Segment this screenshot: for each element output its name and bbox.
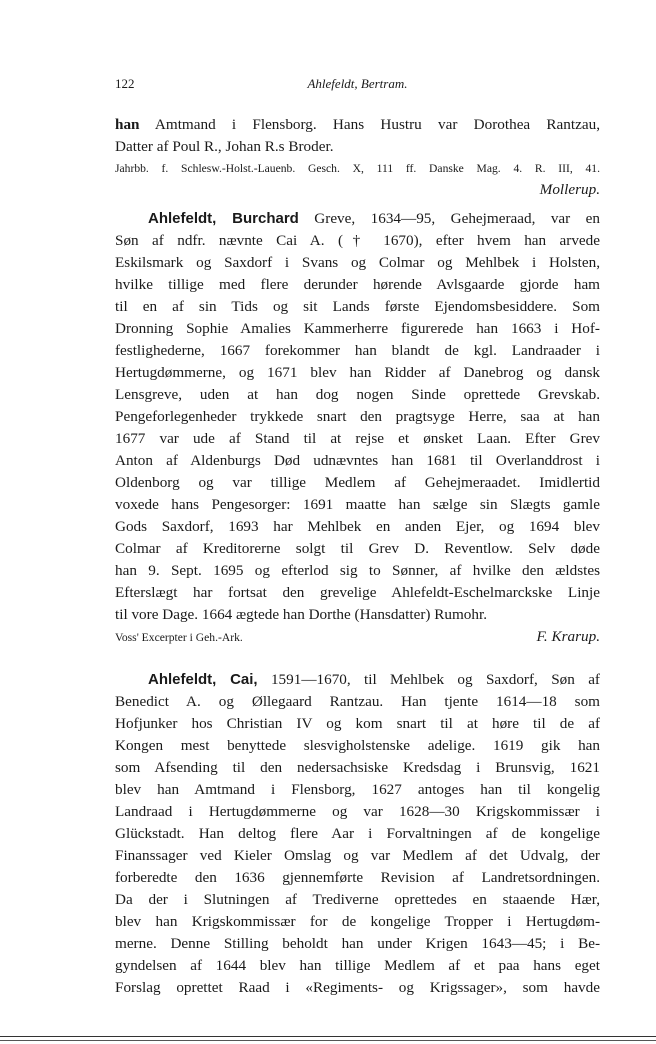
text-line: Lensgreve, uden at han dog nogen Sinde oprettede Grevskab. bbox=[115, 386, 600, 403]
text-line: Anton af Aldenburgs Død udnævntes han 1681 til Overlanddrost i bbox=[115, 452, 600, 469]
source-reference: Voss' Excerpter i Geh.-Ark. bbox=[115, 631, 243, 644]
text-line: til en af sin Tids og sit Lands første Ejendomsbesiddere. Som bbox=[115, 298, 600, 315]
entry-burchard bbox=[115, 208, 600, 647]
text-line: blev han Krigskommissær for de kongelige Tropper i Hertugdøm- bbox=[115, 913, 600, 930]
text-line: Da der i Slutningen af Trediverne oprettedes en staaende Hær, bbox=[115, 891, 600, 908]
source-and-signature bbox=[115, 626, 600, 647]
text-line: Gods Saxdorf, 1693 har Mehlbek en anden Ejer, og 1694 blev bbox=[115, 518, 600, 535]
text-line: Landraad i Hertugdømmerne og var 1628—30 Krigskommissær i bbox=[115, 803, 600, 820]
text-line: Dronning Sophie Amalies Kammerherre figurerede han 1663 i Hof- bbox=[115, 320, 600, 337]
page-body bbox=[115, 114, 600, 999]
text-line: til vore Dage. 1664 ægtede han Dorthe (Hansdatter) Rumohr. bbox=[115, 606, 487, 623]
text-line: Kongen mest benyttede slesvigholstenske adelige. 1619 gik han bbox=[115, 737, 600, 754]
text-line: Datter af Poul R., Johan R.s Broder. bbox=[115, 138, 334, 155]
text-line: Forslag oprettet Raad i «Regiments- og Krigssager», som havde bbox=[115, 979, 600, 996]
author-signature: Mollerup. bbox=[539, 181, 600, 198]
text-line: Pengeforlegenheder trykkede snart den pragtsyge Herre, saa at han bbox=[115, 408, 600, 425]
text-line: Oldenborg og var tillige Medlem af Gehejmeraadet. Imidlertid bbox=[115, 474, 600, 491]
entry-bertram bbox=[115, 114, 600, 201]
text-line: Eskilsmark og Saxdorf i Svans og Colmar og Mehlbek i Holsten, bbox=[115, 254, 600, 271]
entry-headword: Ahlefeldt, Cai, bbox=[148, 671, 258, 688]
text-line: forberedte den 1636 gjennemførte Revision af Landretsordningen. bbox=[115, 869, 600, 886]
text-line: Finanssager ved Kieler Omslag og var Medlem af det Udvalg, der bbox=[115, 847, 600, 864]
text-line: han Amtmand i Flensborg. Hans Hustru var Dorothea Rantzau, bbox=[115, 116, 600, 133]
text-line: Colmar af Kreditorerne solgt til Grev D. Reventlow. Selv døde bbox=[115, 540, 600, 557]
text-line: gyndelsen af 1644 blev han tillige Medlem af et paa hans eget bbox=[115, 957, 600, 974]
text-line: Hofjunker hos Christian IV og kom snart til at høre til de af bbox=[115, 715, 600, 732]
text-line: som Afsending til den nedersachsiske Kredsdag i Brunsvig, 1621 bbox=[115, 759, 600, 776]
text-line: han 9. Sept. 1695 og efterlod sig to Sønner, af hvilke den ældstes bbox=[115, 562, 600, 579]
text-line: voxede hans Pengesorger: 1691 maatte han sælge sin Slægts gamle bbox=[115, 496, 600, 513]
scan-edge-line bbox=[0, 1040, 656, 1041]
source-reference: Jahrbb. f. Schlesw.-Holst.-Lauenb. Gesch. X, 111 ff. Danske Mag. 4. R. III, 41. bbox=[115, 162, 600, 175]
entry-first-line: Ahlefeldt, Burchard Greve, 1634—95, Gehejmeraad, var en bbox=[148, 210, 600, 227]
page-header bbox=[115, 76, 600, 96]
text-line: Efterslægt har fortsat den grevelige Ahlefeldt-Eschelmarckske Linje bbox=[115, 584, 600, 601]
page-number: 122 bbox=[115, 76, 135, 91]
scan-edge-line bbox=[0, 1036, 656, 1037]
running-title: Ahlefeldt, Bertram. bbox=[307, 76, 408, 91]
bold-word: han bbox=[115, 116, 140, 133]
author-signature: F. Krarup. bbox=[536, 628, 600, 645]
entry-cai bbox=[115, 669, 600, 999]
text-line: blev han Amtmand i Flensborg, 1627 antoges han til kongelig bbox=[115, 781, 600, 798]
text-line: festlighederne, 1667 forekommer han blandt de kgl. Landraader i bbox=[115, 342, 600, 359]
text-line: merne. Denne Stilling beholdt han under Krigen 1643—45; i Be- bbox=[115, 935, 600, 952]
text-line: hvilke tillige med flere derunder hørende Avlsgaarde gjorde ham bbox=[115, 276, 600, 293]
text-line: 1677 var ude af Stand til at rejse et ønsket Laan. Efter Grev bbox=[115, 430, 600, 447]
entry-headword: Ahlefeldt, Burchard bbox=[148, 210, 299, 227]
text-line: Hertugdømmerne, og 1671 blev han Ridder af Danebrog og dansk bbox=[115, 364, 600, 381]
text-line: Søn af ndfr. nævnte Cai A. († 1670), efter hvem han arvede bbox=[115, 232, 600, 249]
entry-first-line: Ahlefeldt, Cai, 1591—1670, til Mehlbek og Saxdorf, Søn af bbox=[148, 671, 600, 688]
text-line: Glückstadt. Han deltog flere Aar i Forvaltningen af de kongelige bbox=[115, 825, 600, 842]
text-line: Benedict A. og Øllegaard Rantzau. Han tjente 1614—18 som bbox=[115, 693, 600, 710]
